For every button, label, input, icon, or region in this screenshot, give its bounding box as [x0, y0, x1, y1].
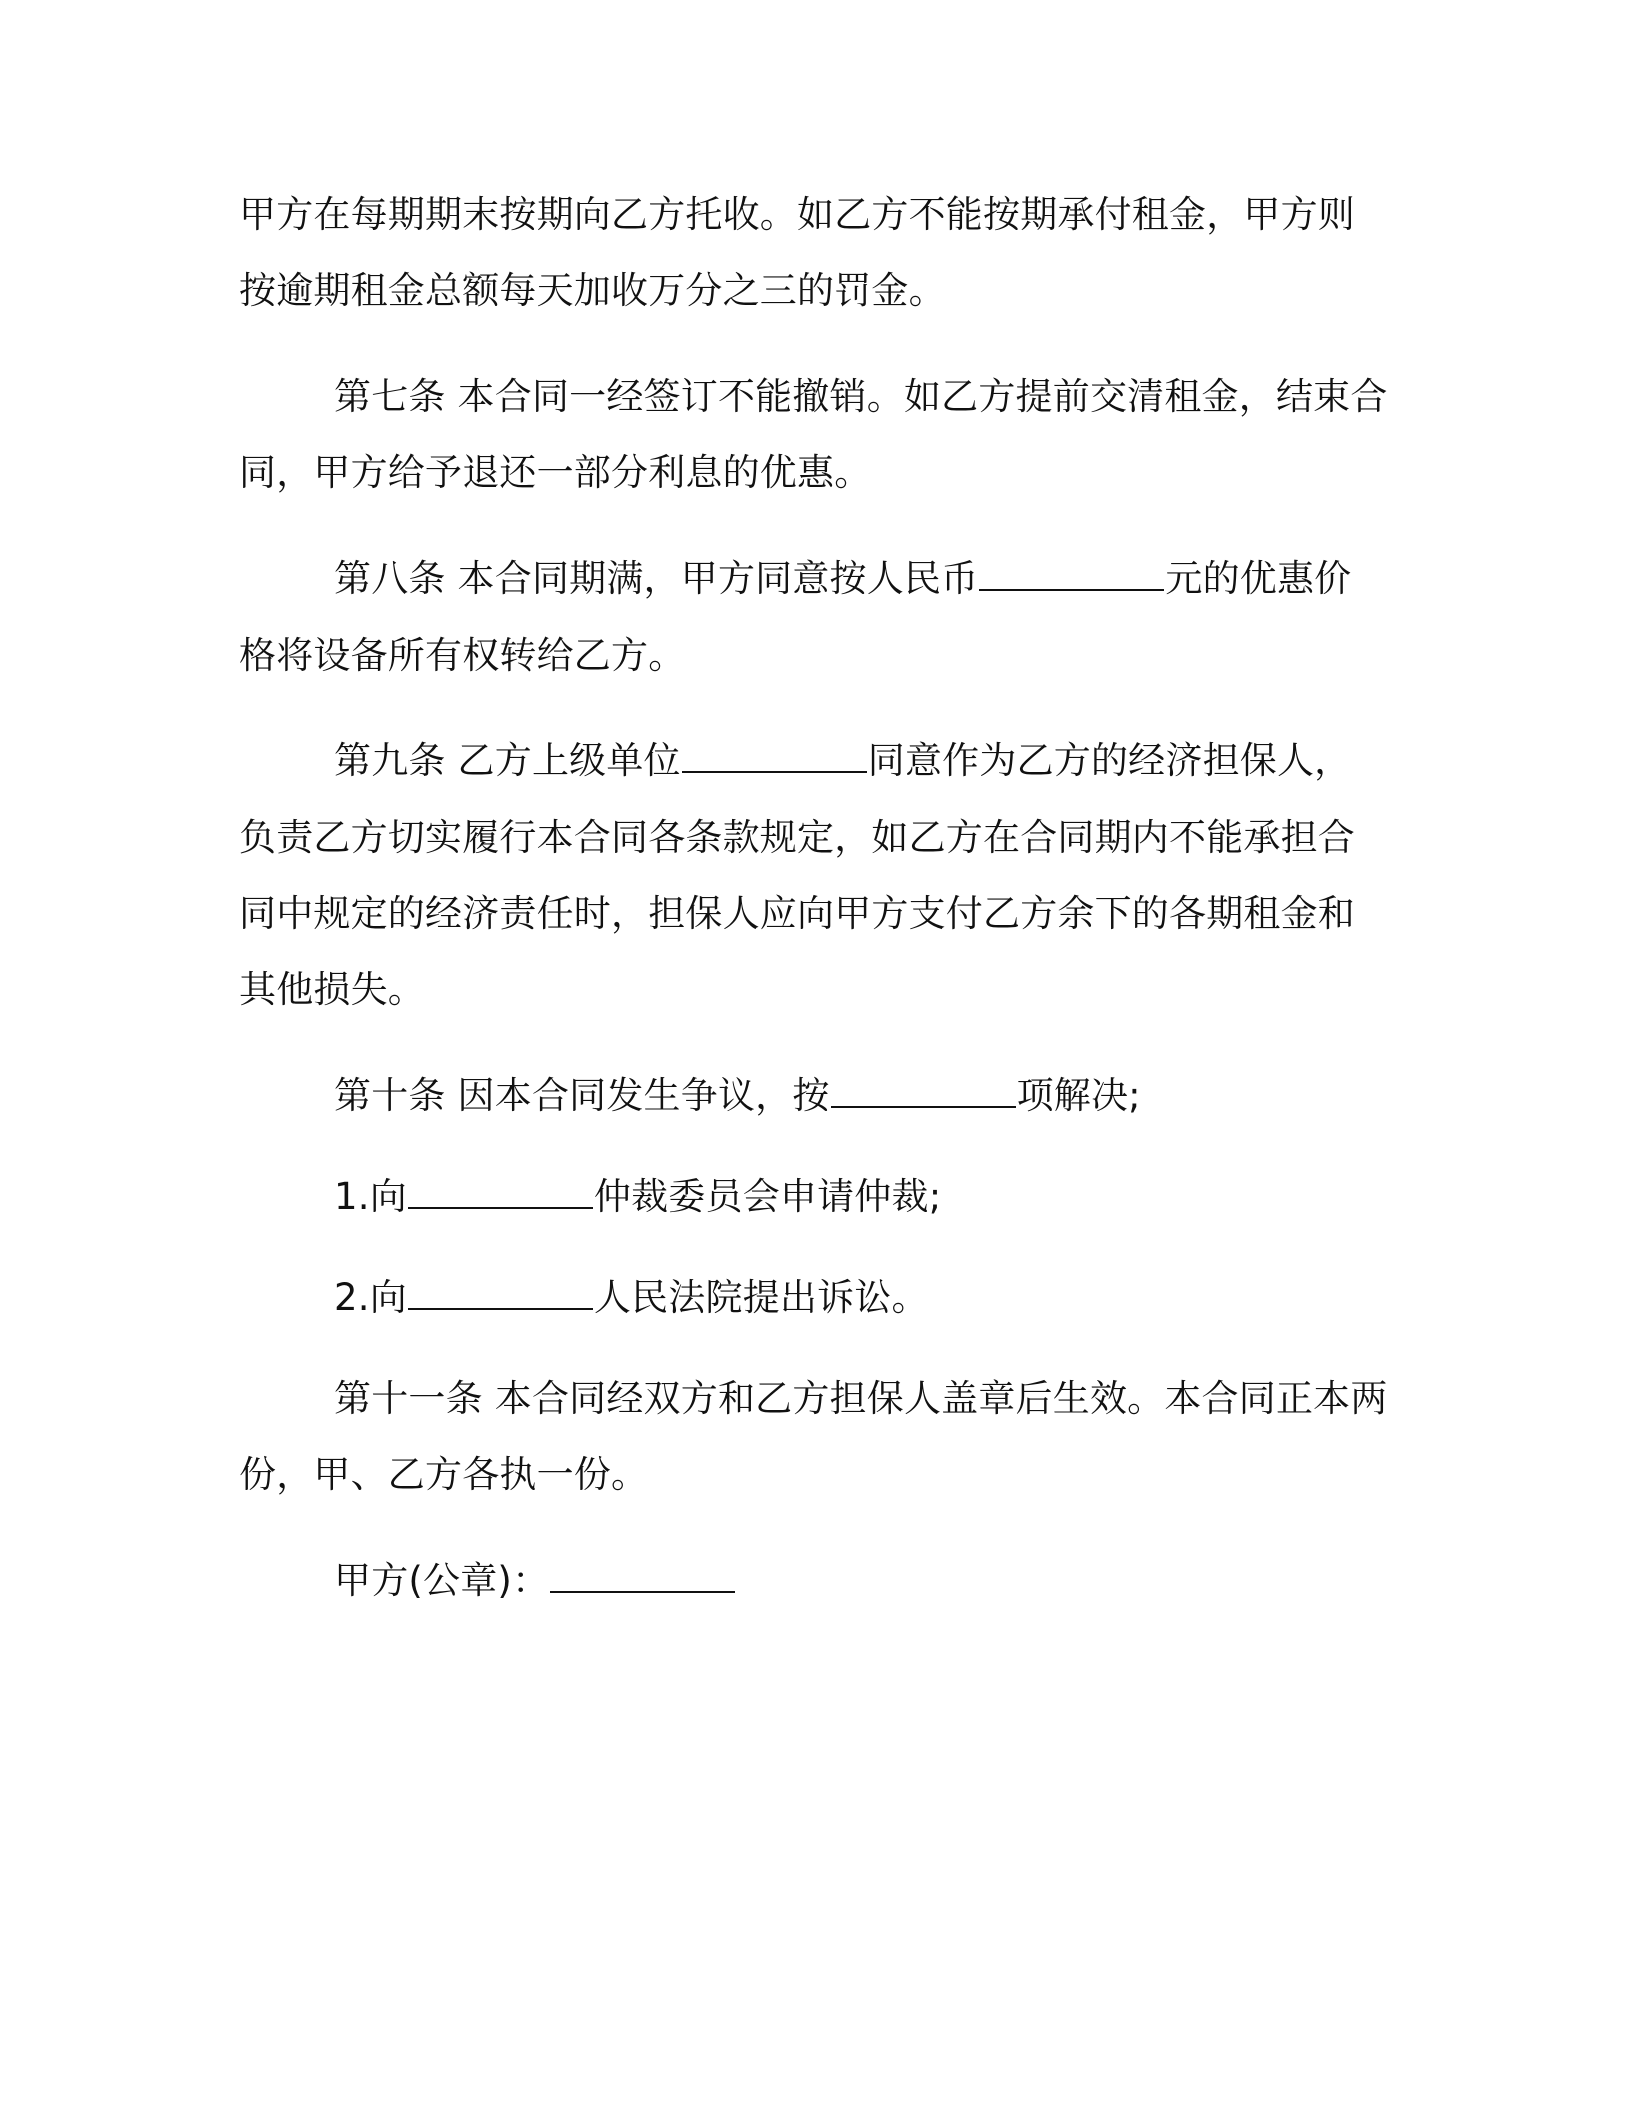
article-9-text-after: 同意作为乙方的经济担保人， — [867, 739, 1352, 782]
article-10-text: 第十条 因本合同发生争议，按 — [334, 1074, 830, 1117]
court-blank — [408, 1274, 593, 1310]
litigation-option — [334, 1273, 929, 1323]
party-a-signature — [334, 1556, 736, 1606]
article-8-text: 第八条 本合同期满，甲方同意按人民币 — [334, 557, 979, 600]
article-9-line-4: 其他损失。 — [239, 968, 425, 1011]
dispute-option-blank — [831, 1072, 1016, 1108]
article-11-line-1: 第十一条 本合同经双方和乙方担保人盖章后生效。本合同正本两 — [334, 1377, 1388, 1420]
option-2-text: 人民法院提出诉讼。 — [593, 1276, 929, 1319]
article-8-text-after: 元的优惠价 — [1165, 557, 1352, 600]
article-9-line-2: 负责乙方切实履行本合同各条款规定，如乙方在合同期内不能承担合 — [239, 816, 1355, 859]
article-7-line-2: 同，甲方给予退还一部分利息的优惠。 — [239, 451, 872, 494]
option-2-prefix: 2.向 — [334, 1276, 407, 1319]
arbitration-option — [334, 1172, 941, 1222]
party-a-label: 甲方(公章)： — [334, 1559, 550, 1602]
article-7-line-1: 第七条 本合同一经签订不能撤销。如乙方提前交清租金，结束合 — [334, 375, 1388, 418]
article-8-line-2: 格将设备所有权转给乙方。 — [239, 634, 686, 677]
article-8-line-1 — [334, 554, 1351, 604]
article-11-line-2: 份，甲、乙方各执一份。 — [239, 1453, 649, 1496]
price-blank — [979, 555, 1164, 591]
article-9-line-1 — [334, 736, 1351, 786]
article-10-line-1 — [334, 1071, 1141, 1121]
party-a-seal-blank — [550, 1557, 735, 1593]
guarantor-unit-blank — [682, 737, 867, 773]
option-1-text: 仲裁委员会申请仲裁; — [593, 1175, 942, 1218]
article-9-text: 第九条 乙方上级单位 — [334, 739, 681, 782]
article-10-text-after: 项解决; — [1016, 1074, 1141, 1117]
arbitration-blank — [408, 1173, 593, 1209]
article-9-line-3: 同中规定的经济责任时，担保人应向甲方支付乙方余下的各期租金和 — [239, 892, 1355, 935]
paragraph-line: 按逾期租金总额每天加收万分之三的罚金。 — [239, 269, 946, 312]
option-1-prefix: 1.向 — [334, 1175, 407, 1218]
paragraph-line: 甲方在每期期末按期向乙方托收。如乙方不能按期承付租金，甲方则 — [239, 193, 1355, 236]
